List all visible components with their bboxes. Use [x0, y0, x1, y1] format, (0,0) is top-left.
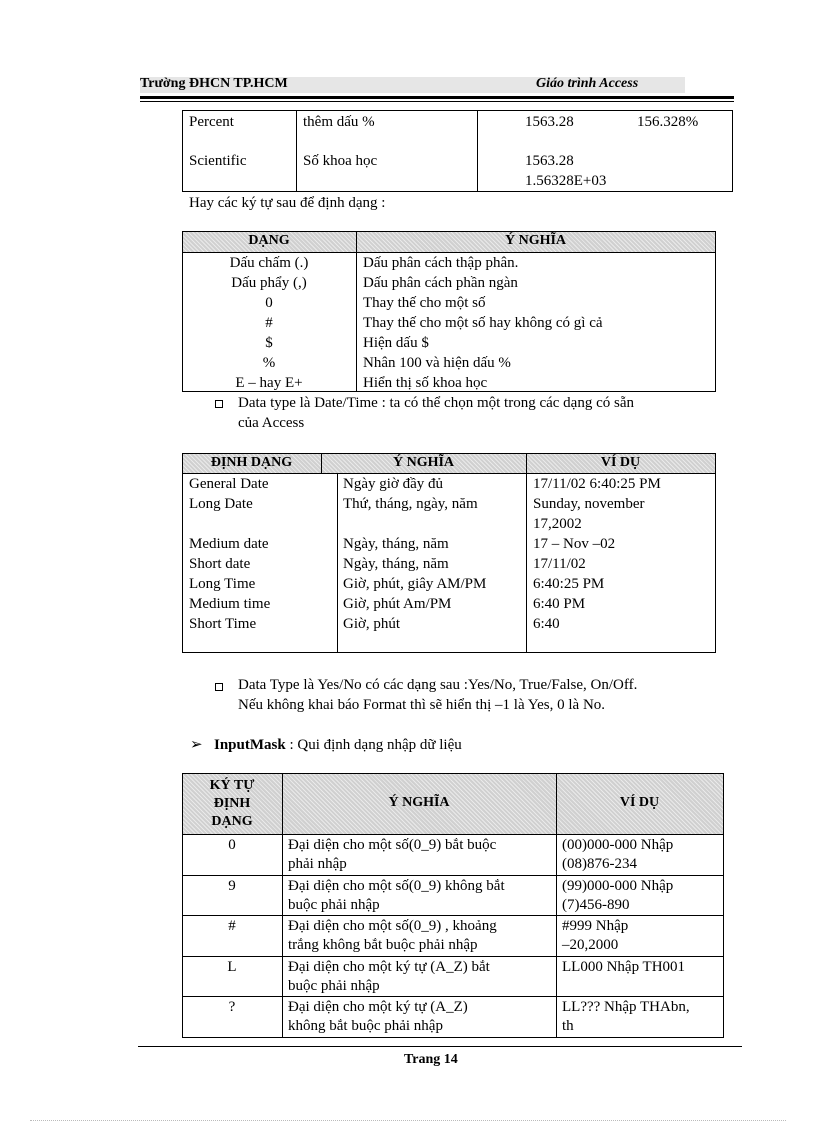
table-cell: (08)876-234	[562, 856, 637, 872]
table-cell: Thứ, tháng, ngày, năm	[343, 496, 478, 512]
table-row: Short date	[189, 556, 251, 572]
table-row: Long Time	[189, 576, 256, 592]
table-cell: Đại diện cho một ký tự (A_Z) bắt	[288, 959, 490, 975]
table-cell: phải nhập	[288, 856, 347, 872]
table-cell: 1.56328E+03	[525, 173, 607, 189]
table-cell: 6:40:25 PM	[533, 576, 605, 592]
table-cell: Nhân 100 và hiện dấu %	[363, 355, 511, 371]
intro-text: Hay các ký tự sau để định dạng :	[189, 195, 386, 211]
table-cell: #999 Nhập	[562, 918, 629, 934]
table-cell: Đại diện cho một số(0_9) không bắt	[288, 878, 505, 894]
table-cell: không bắt buộc phải nhập	[288, 1018, 443, 1034]
table-cell: Số khoa học	[303, 153, 378, 169]
table-cell: Ngày giờ đầy đủ	[343, 476, 443, 492]
table-row: ?	[228, 999, 236, 1015]
table-row: Dấu phẩy (,)	[231, 275, 307, 291]
table-cell: 17/11/02	[533, 556, 586, 572]
table-cell: th	[562, 1018, 574, 1034]
col-header: DẠNG	[211, 814, 253, 829]
bullet-text: Data Type là Yes/No có các dạng sau :Yes/No, True/False, On/Off.	[238, 677, 638, 693]
table-cell: (00)000-000 Nhập	[562, 837, 674, 853]
arrow-bullet-icon: ➢	[190, 737, 203, 753]
bullet-text: Nếu không khai báo Format thì sẽ hiển thị –1 là Yes, 0 là No.	[238, 697, 606, 713]
table-row: 0	[228, 837, 236, 853]
bullet-text: của Access	[238, 415, 305, 431]
col-header: ĐỊNH DẠNG	[210, 455, 293, 470]
footer-rule	[138, 1046, 742, 1047]
table-cell: 156.328%	[637, 114, 699, 130]
col-header: Ý NGHĨA	[504, 233, 567, 248]
table-cell: (99)000-000 Nhập	[562, 878, 674, 894]
table-row: 0	[265, 295, 273, 311]
table-cell: trắng không bắt buộc phải nhập	[288, 937, 478, 953]
bullet-text: Data type là Date/Time : ta có thể chọn một trong các dạng có sẵn	[238, 395, 634, 411]
inputmask-label: InputMask	[214, 737, 286, 753]
table-cell: 6:40	[533, 616, 560, 632]
table-row: #	[265, 315, 273, 331]
table-row: 9	[228, 878, 236, 894]
table-cell: 6:40 PM	[533, 596, 586, 612]
table-cell: Giờ, phút	[343, 616, 401, 632]
inputmask-text: : Qui định dạng nhập dữ liệu	[285, 737, 462, 753]
col-header: VÍ DỤ	[619, 795, 660, 810]
table-cell: buộc phải nhập	[288, 897, 380, 913]
table-row: L	[227, 959, 237, 975]
bullet-icon	[215, 400, 223, 408]
header-rule	[140, 96, 734, 99]
table-cell: 17 – Nov –02	[533, 536, 616, 552]
col-header: Ý NGHĨA	[392, 455, 455, 470]
table-cell: (7)456-890	[562, 897, 630, 913]
table-cell: Hiển thị số khoa học	[363, 375, 488, 391]
col-header: KÝ TỰ	[209, 778, 255, 793]
col-header: ĐỊNH	[213, 796, 251, 811]
table-cell: 1563.28	[525, 114, 574, 130]
table-cell: Đại diện cho một số(0_9) bắt buộc	[288, 837, 497, 853]
table-row: General Date	[189, 476, 269, 492]
table-cell: LL??? Nhập THAbn,	[562, 999, 690, 1015]
table-cell: Giờ, phút Am/PM	[343, 596, 452, 612]
table-cell: LL000 Nhập TH001	[562, 959, 686, 975]
table-cell: buộc phải nhập	[288, 978, 380, 994]
header-school: Trường ĐHCN TP.HCM	[140, 76, 288, 91]
table-cell: 1563.28	[525, 153, 574, 169]
table-cell: Ngày, tháng, năm	[343, 536, 449, 552]
table-cell: 17,2002	[533, 516, 582, 532]
table-cell: Dấu phân cách phần ngàn	[363, 275, 518, 291]
col-header: Ý NGHĨA	[388, 795, 450, 810]
table-cell: Dấu phân cách thập phân.	[363, 255, 519, 271]
bullet-icon	[215, 683, 223, 691]
table-row: Dấu chấm (.)	[229, 255, 309, 271]
col-header: DẠNG	[248, 233, 290, 248]
table-row: #	[228, 918, 236, 934]
page-number: Trang 14	[404, 1052, 458, 1067]
table-row: Scientific	[189, 153, 247, 169]
col-header: VÍ DỤ	[600, 455, 641, 470]
table-cell: Giờ, phút, giây AM/PM	[343, 576, 487, 592]
table-row: E – hay E+	[235, 375, 303, 391]
table-cell: 17/11/02 6:40:25 PM	[533, 476, 661, 492]
table-row: Short Time	[189, 616, 257, 632]
table-cell: Đại diện cho một ký tự (A_Z)	[288, 999, 468, 1015]
table-row: Long Date	[189, 496, 253, 512]
table-cell: –20,2000	[562, 937, 619, 953]
table-cell: Thay thế cho một số hay không có gì cả	[363, 315, 603, 331]
table-row: $	[265, 335, 273, 351]
table-cell: Ngày, tháng, năm	[343, 556, 449, 572]
table-row: Medium time	[189, 596, 271, 612]
header-course: Giáo trình Access	[536, 76, 639, 91]
table-cell: thêm dấu %	[303, 114, 375, 130]
table-cell: Đại diện cho một số(0_9) , khoảng	[288, 918, 497, 934]
table-cell: Hiện dấu $	[363, 335, 429, 351]
table-row: Medium date	[189, 536, 269, 552]
table-cell: Sunday, november	[533, 496, 645, 512]
table-row: Percent	[189, 114, 234, 130]
page-edge	[30, 1120, 786, 1121]
table-row: %	[262, 355, 276, 371]
table-cell: Thay thế cho một số	[363, 295, 486, 311]
inputmask-line	[214, 735, 462, 755]
header-rule-thin	[140, 101, 734, 102]
